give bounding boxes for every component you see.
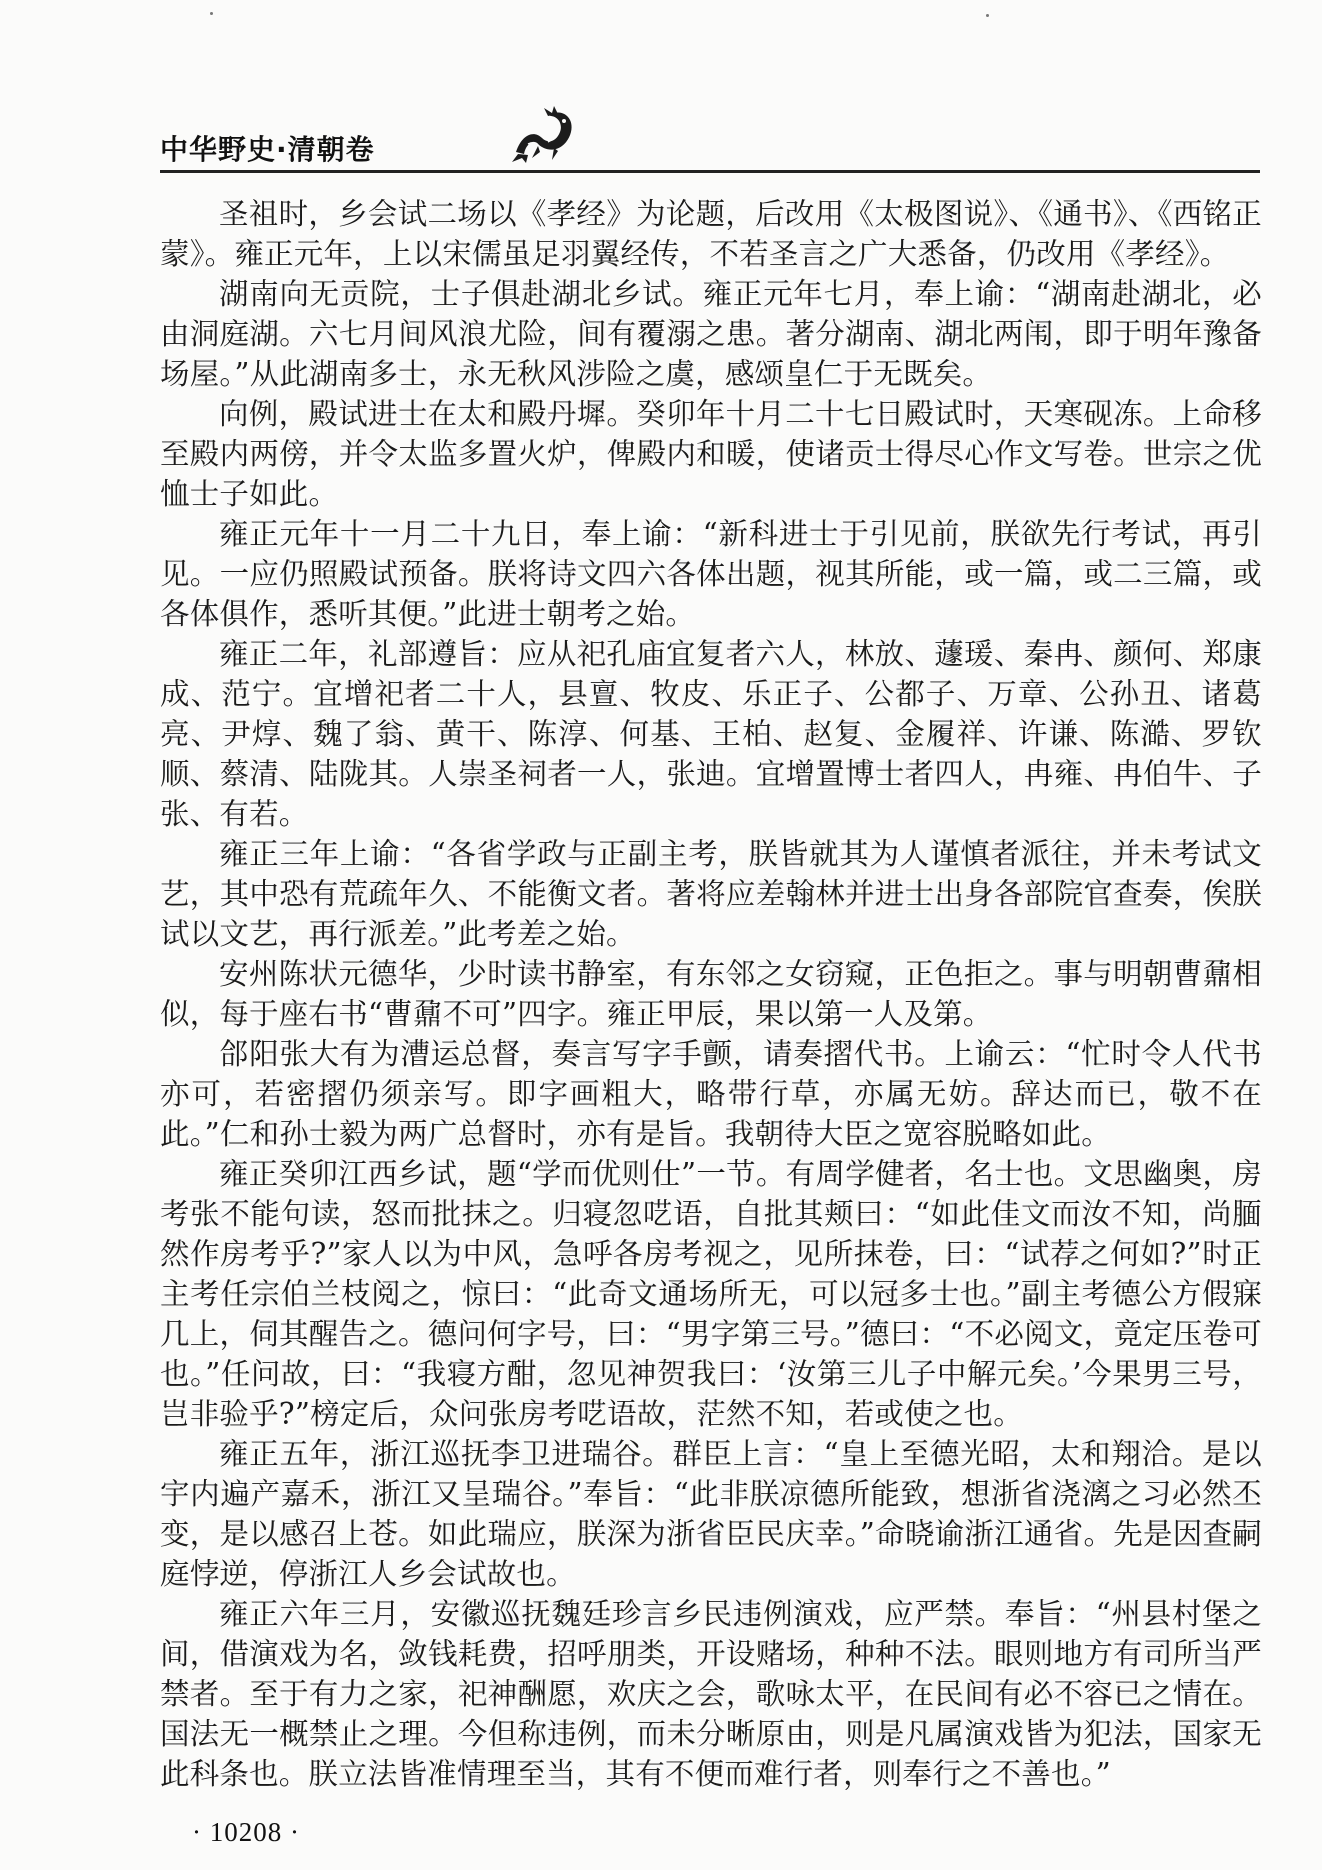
- paragraph: 雍正元年十一月二十九日，奉上谕：“新科进士于引见前，朕欲先行考试，再引见。一应仍照殿试预备。朕将诗文四六各体出题，视其所能，或一篇，或二三篇，或各体俱作，悉听其便。”此进士朝考之始。: [160, 517, 1262, 631]
- paragraph: 雍正三年上谕：“各省学政与正副主考，朕皆就其为人谨慎者派往，并未考试文艺，其中恐有荒疏年久、不能衡文者。著将应差翰林并进士出身各部院官查奏，俟朕试以文艺，再行派差。”此考差之始。: [160, 837, 1262, 951]
- paragraph: 湖南向无贡院，士子俱赴湖北乡试。雍正元年七月，奉上谕：“湖南赴湖北，必由洞庭湖。六七月间风浪尤险，间有覆溺之患。著分湖南、湖北两闱，即于明年豫备场屋。”从此湖南多士，永无秋风涉险之虞，感颂皇仁于无既矣。: [160, 277, 1262, 391]
- paragraph: 安州陈状元德华，少时读书静室，有东邻之女窃窥，正色拒之。事与明朝曹鼐相似，每于座右书“曹鼐不可”四字。雍正甲辰，果以第一人及第。: [160, 957, 1262, 1031]
- scan-speck: [210, 12, 213, 15]
- paragraph: 雍正二年，礼部遵旨：应从祀孔庙宜复者六人，林放、蘧瑗、秦冉、颜何、郑康成、范宁。宜增祀者二十人，县亶、牧皮、乐正子、公都子、万章、公孙丑、诸葛亮、尹焞、魏了翁、黄干、陈淳、何基、王柏、赵复、金履祥、许谦、陈澔、罗钦顺、蔡清、陆陇其。人崇圣祠者一人，张迪。宜增置博士者四人，冉雍、冉伯牛、子张、有若。: [160, 637, 1262, 831]
- paragraph: 圣祖时，乡会试二场以《孝经》为论题，后改用《太极图说》、《通书》、《西铭正蒙》。雍正元年，上以宋儒虽足羽翼经传，不若圣言之广大悉备，仍改用《孝经》。: [160, 197, 1262, 271]
- book-title: 中华野史·清朝卷: [160, 133, 375, 166]
- paragraph: 雍正五年，浙江巡抚李卫进瑞谷。群臣上言：“皇上至德光昭，太和翔洽。是以宇内遍产嘉禾，浙江又呈瑞谷。”奉旨：“此非朕凉德所能致，想浙省浇漓之习必然丕变，是以感召上苍。如此瑞应，朕深为浙省臣民庆幸。”命晓谕浙江通省。先是因查嗣庭悖逆，停浙江人乡会试故也。: [160, 1437, 1262, 1591]
- paragraph: 雍正癸卯江西乡试，题“学而优则仕”一节。有周学健者，名士也。文思幽奥，房考张不能句读，怒而批抹之。归寝忽呓语，自批其颊曰：“如此佳文而汝不知，尚腼然作房考乎?”家人以为中风，急呼各房考视之，见所抹卷，曰：“试荐之何如?”时正主考任宗伯兰枝阅之，惊曰：“此奇文通场所无，可以冠多士也。”副主考德公方假寐几上，伺其醒告之。德问何字号，曰：“男字第三号。”德曰：“不必阅文，竟定压卷可也。”任问故，曰：“我寝方酣，忽见神贺我曰：‘汝第三儿子中解元矣。’今果男三号，岂非验乎?”榜定后，众问张房考呓语故，茫然不知，若或使之也。: [160, 1157, 1262, 1431]
- paragraph: 雍正六年三月，安徽巡抚魏廷珍言乡民违例演戏，应严禁。奉旨：“州县村堡之间，借演戏为名，敛钱耗费，招呼朋类，开设赌场，种种不法。眼则地方有司所当严禁者。至于有力之家，祀神酬愿，欢庆之会，歌咏太平，在民间有必不容已之情在。国法无一概禁止之理。今但称违例，而未分晰原由，则是凡属演戏皆为犯法，国家无此科条也。朕立法皆准情理至当，其有不便而难行者，则奉行之不善也。”: [160, 1597, 1262, 1791]
- paragraph: 向例，殿试进士在太和殿丹墀。癸卯年十月二十七日殿试时，天寒砚冻。上命移至殿内两傍，并令太监多置火炉，俾殿内和暖，使诸贡士得尽心作文写卷。世宗之优恤士子如此。: [160, 397, 1262, 511]
- header-rule: [160, 170, 1260, 173]
- dragon-icon: [508, 104, 578, 164]
- page-number: · 10208 ·: [192, 1817, 300, 1847]
- paragraph: 郃阳张大有为漕运总督，奏言写字手颤，请奏摺代书。上谕云：“忙时令人代书亦可，若密摺仍须亲写。即字画粗大，略带行草，亦属无妨。辞达而已，敬不在此。”仁和孙士毅为两广总督时，亦有是旨。我朝待大臣之宽容脱略如此。: [160, 1037, 1262, 1151]
- body-text: [160, 194, 1262, 1794]
- running-header: [160, 104, 1260, 168]
- scan-speck: [986, 14, 989, 17]
